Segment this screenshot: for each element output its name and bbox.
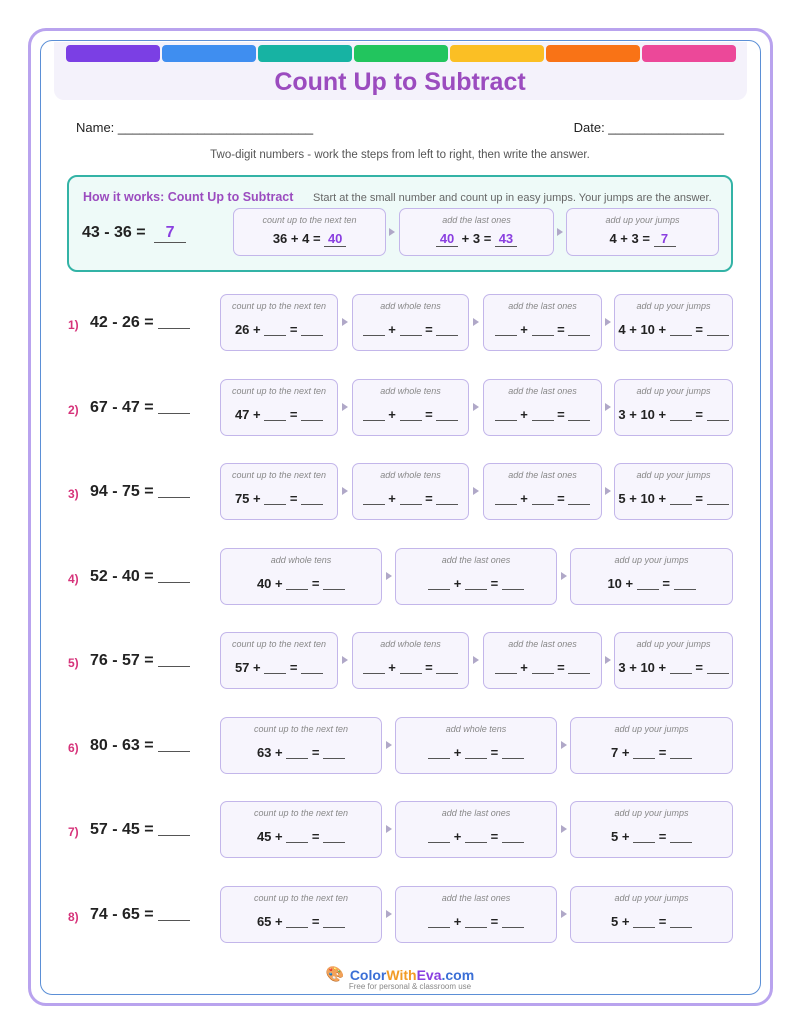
answer-blank[interactable] — [633, 842, 655, 843]
answer-blank[interactable] — [158, 666, 190, 667]
step-box — [395, 717, 557, 774]
step-box — [570, 801, 733, 858]
step-label: add up your jumps — [605, 215, 680, 225]
step-expression: + = — [484, 660, 601, 675]
step-box — [570, 717, 733, 774]
palette-icon: 🎨 — [325, 966, 345, 983]
problem-text: 74 - 65 = — [90, 906, 154, 923]
arrow-icon — [342, 318, 348, 326]
answer-blank[interactable] — [637, 589, 659, 590]
arrow-icon — [473, 487, 479, 495]
arrow-icon — [561, 825, 567, 833]
step-expression: + = — [484, 491, 601, 506]
step-expression: 3 + 10 + = — [615, 660, 732, 675]
answer-blank[interactable] — [670, 673, 692, 674]
step-start: 4 + 10 + — [618, 322, 667, 337]
step-start: 3 + 10 + — [618, 407, 667, 422]
expression-text: 36 + 4 = — [272, 231, 321, 246]
arrow-icon — [342, 656, 348, 664]
step-start: 40 + — [256, 576, 283, 591]
step-label: add whole tens — [380, 639, 441, 649]
step-start: 7 + — [611, 745, 630, 760]
step-expression: 5 + = — [571, 829, 732, 844]
problem-row — [0, 463, 800, 523]
date-field[interactable]: Date: ________________ — [573, 120, 724, 135]
answer-blank[interactable] — [301, 420, 323, 421]
step-label: add the last ones — [441, 808, 511, 818]
answer-blank[interactable] — [707, 504, 729, 505]
answer-blank[interactable] — [301, 335, 323, 336]
step-label: count up to the next ten — [253, 724, 349, 734]
step-expression: 63 + = — [221, 745, 381, 760]
stripe-segment — [354, 45, 448, 62]
arrow-icon — [386, 572, 392, 580]
answer-blank[interactable] — [400, 420, 422, 421]
answer-blank[interactable] — [436, 504, 458, 505]
problem-expression — [90, 737, 190, 755]
answer-blank[interactable] — [158, 920, 190, 921]
step-box — [220, 886, 382, 943]
step-label: add whole tens — [380, 301, 441, 311]
example-answer: 7 — [154, 224, 186, 243]
answer-blank[interactable] — [264, 420, 286, 421]
step-box — [483, 463, 602, 520]
problem-expression — [90, 652, 190, 670]
answer-blank[interactable] — [286, 589, 308, 590]
answer-blank[interactable] — [436, 420, 458, 421]
answer-blank[interactable] — [286, 758, 308, 759]
step-label: add up your jumps — [614, 555, 689, 565]
example-expression: 43 - 36 = — [82, 224, 146, 241]
answer-blank[interactable] — [465, 927, 487, 928]
step-expression: + = — [484, 322, 601, 337]
answer-blank[interactable] — [670, 842, 692, 843]
problem-text: 67 - 47 = — [90, 399, 154, 416]
step-box — [395, 548, 557, 605]
answer-blank[interactable] — [158, 835, 190, 836]
step-expression: 65 + = — [221, 914, 381, 929]
problem-expression — [90, 906, 190, 924]
answer-blank[interactable] — [674, 589, 696, 590]
answer-blank[interactable] — [158, 497, 190, 498]
step-box — [220, 632, 338, 689]
answer-blank[interactable] — [568, 335, 590, 336]
step-label: count up to the next ten — [231, 639, 327, 649]
step-box — [483, 632, 602, 689]
problem-number: 5) — [68, 656, 79, 670]
answer-blank[interactable] — [158, 582, 190, 583]
answer-blank[interactable] — [532, 673, 554, 674]
step-label: add up your jumps — [636, 470, 711, 480]
answer-blank[interactable] — [465, 842, 487, 843]
step-expression: 57 + = — [221, 660, 337, 675]
problem-row — [0, 886, 800, 946]
answer-blank[interactable] — [633, 927, 655, 928]
answer-blank[interactable] — [428, 927, 450, 928]
step-box — [352, 294, 469, 351]
answer-blank[interactable] — [502, 842, 524, 843]
answer-blank[interactable] — [495, 420, 517, 421]
step-expression: 4 + 10 + = — [615, 322, 732, 337]
step-start: 5 + — [611, 829, 630, 844]
step-start: 57 + — [234, 660, 261, 675]
step-box — [395, 886, 557, 943]
step-label: add whole tens — [380, 470, 441, 480]
step-box — [220, 379, 338, 436]
step-expression: 5 + = — [571, 914, 732, 929]
step-label: add whole tens — [270, 555, 332, 565]
answer-blank[interactable] — [502, 589, 524, 590]
step-label: add whole tens — [445, 724, 507, 734]
answer-blank[interactable] — [286, 927, 308, 928]
example-heading: How it works: Count Up to Subtract — [83, 190, 294, 204]
stripe-segment — [642, 45, 736, 62]
step-expression: + = — [353, 407, 468, 422]
answer-blank[interactable] — [532, 335, 554, 336]
answer-blank[interactable] — [400, 673, 422, 674]
arrow-icon — [557, 228, 563, 236]
answer-blank[interactable] — [400, 335, 422, 336]
problem-expression — [90, 314, 190, 332]
example-step-box — [233, 208, 386, 256]
answer-blank[interactable] — [428, 758, 450, 759]
expression-text: + 3 = — [461, 231, 492, 246]
answer-blank[interactable] — [286, 842, 308, 843]
arrow-icon — [386, 910, 392, 918]
step-expression: + = — [396, 576, 556, 591]
step-expression: + = — [353, 660, 468, 675]
stripe-segment — [546, 45, 640, 62]
step-expression: + = — [353, 322, 468, 337]
step-start: 26 + — [234, 322, 261, 337]
arrow-icon — [386, 825, 392, 833]
arrow-icon — [342, 403, 348, 411]
problem-expression — [90, 821, 190, 839]
arrow-icon — [473, 403, 479, 411]
problem-text: 80 - 63 = — [90, 737, 154, 754]
color-stripe — [66, 45, 736, 62]
step-expression: 40 + = — [221, 576, 381, 591]
arrow-icon — [561, 910, 567, 918]
step-label: count up to the next ten — [253, 893, 349, 903]
answer-blank[interactable] — [568, 504, 590, 505]
arrow-icon — [561, 572, 567, 580]
step-expression: 75 + = — [221, 491, 337, 506]
problem-expression — [90, 399, 190, 417]
problem-row — [0, 548, 800, 608]
step-start: 3 + 10 + — [618, 660, 667, 675]
step-label: count up to the next ten — [231, 470, 327, 480]
filled-value: 40 — [324, 231, 346, 247]
name-field[interactable]: Name: ___________________________ — [76, 120, 314, 135]
answer-blank[interactable] — [363, 504, 385, 505]
step-label: add the last ones — [442, 215, 511, 225]
answer-blank[interactable] — [158, 413, 190, 414]
step-start: 5 + — [611, 914, 630, 929]
problem-row — [0, 717, 800, 777]
step-box — [570, 886, 733, 943]
step-label: add whole tens — [380, 386, 441, 396]
problem-row — [0, 801, 800, 861]
answer-blank[interactable] — [707, 335, 729, 336]
problem-expression — [90, 483, 190, 501]
answer-blank[interactable] — [301, 504, 323, 505]
answer-blank[interactable] — [568, 673, 590, 674]
arrow-icon — [473, 318, 479, 326]
answer-blank[interactable] — [428, 589, 450, 590]
stripe-segment — [450, 45, 544, 62]
step-start: 75 + — [234, 491, 261, 506]
problem-row — [0, 379, 800, 439]
page-title: Count Up to Subtract — [274, 68, 526, 96]
problem-number: 2) — [68, 403, 79, 417]
step-start: 65 + — [256, 914, 283, 929]
answer-blank[interactable] — [532, 420, 554, 421]
expression-text: 4 + 3 = — [609, 231, 650, 246]
answer-blank[interactable] — [495, 504, 517, 505]
step-box — [395, 801, 557, 858]
problem-text: 52 - 40 = — [90, 568, 154, 585]
answer-blank[interactable] — [158, 328, 190, 329]
example-subheading: Start at the small number and count up in easy jumps. Your jumps are the answer. — [313, 192, 712, 204]
answer-blank[interactable] — [495, 673, 517, 674]
answer-blank[interactable] — [436, 673, 458, 674]
answer-blank[interactable] — [428, 842, 450, 843]
answer-blank[interactable] — [502, 758, 524, 759]
problem-row — [0, 294, 800, 354]
step-box — [352, 632, 469, 689]
step-expression: + = — [484, 407, 601, 422]
arrow-icon — [605, 318, 611, 326]
step-label: add the last ones — [441, 893, 511, 903]
step-expression: + = — [353, 491, 468, 506]
step-label: add up your jumps — [636, 639, 711, 649]
step-box — [220, 801, 382, 858]
step-expression: 3 + 10 + = — [615, 407, 732, 422]
step-box — [220, 463, 338, 520]
answer-blank[interactable] — [323, 927, 345, 928]
step-label: add the last ones — [508, 301, 577, 311]
answer-blank[interactable] — [436, 335, 458, 336]
step-label: add up your jumps — [636, 386, 711, 396]
step-expression: 7 + = — [571, 745, 732, 760]
answer-blank[interactable] — [670, 758, 692, 759]
answer-blank[interactable] — [633, 758, 655, 759]
arrow-icon — [605, 403, 611, 411]
answer-blank[interactable] — [465, 589, 487, 590]
arrow-icon — [605, 656, 611, 664]
step-label: add up your jumps — [614, 808, 689, 818]
answer-blank[interactable] — [323, 842, 345, 843]
answer-blank[interactable] — [363, 420, 385, 421]
answer-blank[interactable] — [707, 673, 729, 674]
step-label: count up to the next ten — [262, 215, 357, 225]
step-label: add the last ones — [508, 386, 577, 396]
answer-blank[interactable] — [568, 420, 590, 421]
step-label: add the last ones — [441, 555, 511, 565]
step-label: count up to the next ten — [231, 301, 327, 311]
answer-blank[interactable] — [323, 589, 345, 590]
answer-blank[interactable] — [363, 335, 385, 336]
step-expression: 45 + = — [221, 829, 381, 844]
step-expression: + = — [396, 829, 556, 844]
problem-number: 8) — [68, 910, 79, 924]
step-label: add up your jumps — [636, 301, 711, 311]
step-box — [220, 548, 382, 605]
arrow-icon — [386, 741, 392, 749]
instructions: Two-digit numbers - work the steps from left to right, then write the answer. — [210, 149, 590, 161]
answer-blank[interactable] — [495, 335, 517, 336]
answer-blank[interactable] — [670, 420, 692, 421]
step-start: 45 + — [256, 829, 283, 844]
stripe-segment — [66, 45, 160, 62]
footer-tagline: Free for personal & classroom use — [348, 982, 472, 991]
step-expression: + = — [396, 745, 556, 760]
step-box — [483, 294, 602, 351]
step-expression — [234, 231, 385, 247]
step-label: add the last ones — [508, 470, 577, 480]
step-expression: + = — [396, 914, 556, 929]
problem-number: 1) — [68, 318, 79, 332]
example-step-box — [399, 208, 554, 256]
problem-text: 57 - 45 = — [90, 821, 154, 838]
answer-blank[interactable] — [400, 504, 422, 505]
arrow-icon — [605, 487, 611, 495]
problem-text: 76 - 57 = — [90, 652, 154, 669]
answer-blank[interactable] — [707, 420, 729, 421]
answer-blank[interactable] — [363, 673, 385, 674]
answer-blank[interactable] — [670, 335, 692, 336]
example-step-box — [566, 208, 719, 256]
problem-row — [0, 632, 800, 692]
step-start: 47 + — [234, 407, 261, 422]
answer-blank[interactable] — [264, 504, 286, 505]
answer-blank[interactable] — [532, 504, 554, 505]
step-box — [352, 379, 469, 436]
step-start: 63 + — [256, 745, 283, 760]
problem-expression — [90, 568, 190, 586]
step-start: 10 + — [607, 576, 634, 591]
answer-blank[interactable] — [323, 758, 345, 759]
answer-blank[interactable] — [264, 673, 286, 674]
step-expression: 47 + = — [221, 407, 337, 422]
arrow-icon — [342, 487, 348, 495]
step-label: add the last ones — [508, 639, 577, 649]
step-box — [220, 294, 338, 351]
problem-number: 6) — [68, 741, 79, 755]
problem-text: 94 - 75 = — [90, 483, 154, 500]
step-label: add up your jumps — [614, 724, 689, 734]
arrow-icon — [473, 656, 479, 664]
step-box — [483, 379, 602, 436]
step-label: add up your jumps — [614, 893, 689, 903]
step-start: 5 + 10 + — [618, 491, 667, 506]
step-box — [352, 463, 469, 520]
step-box — [570, 548, 733, 605]
step-box — [614, 379, 733, 436]
footer — [0, 966, 800, 991]
step-expression — [567, 231, 718, 247]
answer-blank[interactable] — [502, 927, 524, 928]
step-box — [614, 463, 733, 520]
step-expression: 10 + = — [571, 576, 732, 591]
answer-blank[interactable] — [670, 504, 692, 505]
problem-text: 42 - 26 = — [90, 314, 154, 331]
answer-blank[interactable] — [264, 335, 286, 336]
problem-number: 3) — [68, 487, 79, 501]
answer-blank[interactable] — [670, 927, 692, 928]
brand-name: ColorWithEva.com — [349, 967, 475, 983]
step-box — [614, 294, 733, 351]
filled-value: 43 — [495, 231, 517, 247]
filled-value: 7 — [654, 231, 676, 247]
filled-value: 40 — [436, 231, 458, 247]
arrow-icon — [561, 741, 567, 749]
step-label: count up to the next ten — [253, 808, 349, 818]
step-label: count up to the next ten — [231, 386, 327, 396]
problem-number: 4) — [68, 572, 79, 586]
step-expression: 26 + = — [221, 322, 337, 337]
example-equation — [82, 224, 186, 243]
answer-blank[interactable] — [301, 673, 323, 674]
stripe-segment — [162, 45, 256, 62]
stripe-segment — [258, 45, 352, 62]
answer-blank[interactable] — [465, 758, 487, 759]
step-expression: 5 + 10 + = — [615, 491, 732, 506]
step-box — [614, 632, 733, 689]
problem-number: 7) — [68, 825, 79, 839]
step-expression — [400, 231, 553, 247]
step-box — [220, 717, 382, 774]
arrow-icon — [389, 228, 395, 236]
answer-blank[interactable] — [158, 751, 190, 752]
